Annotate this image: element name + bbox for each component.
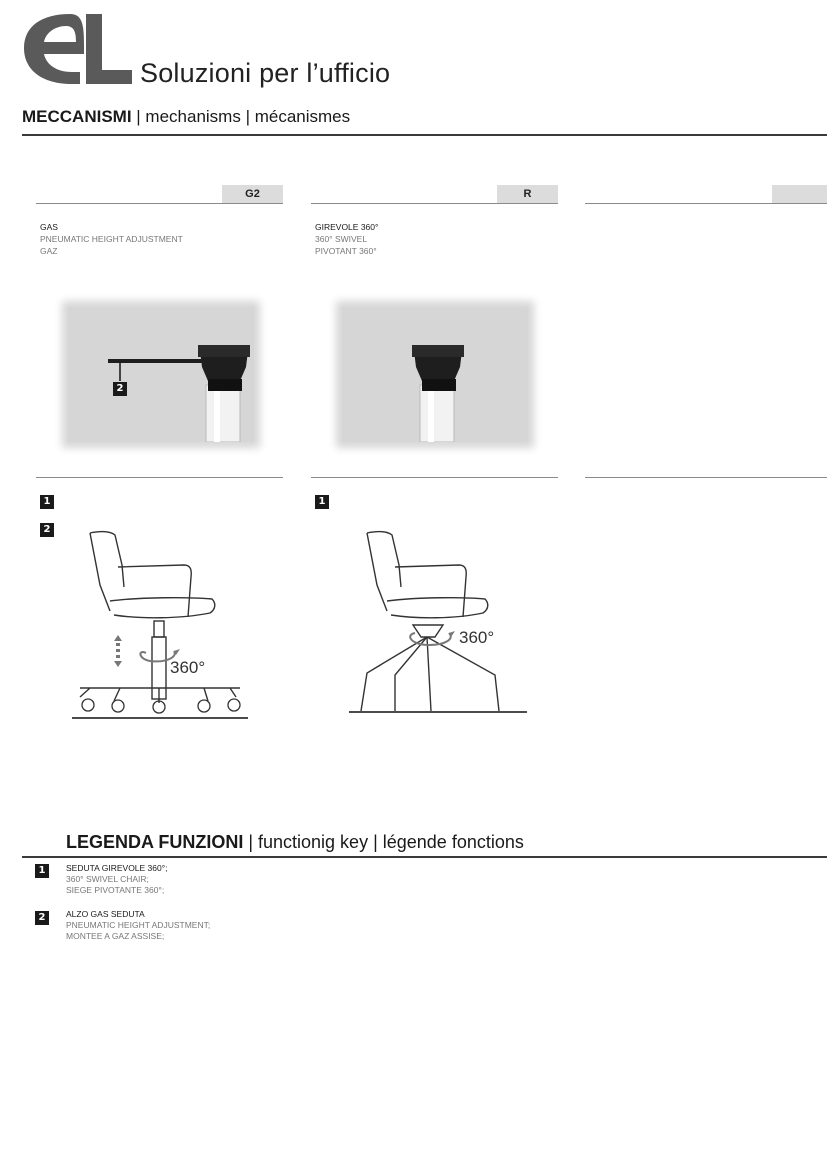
legend-title-rest: | functionig key | légende fonctions <box>243 832 524 852</box>
column-g2-line-2: PNEUMATIC HEIGHT ADJUSTMENT <box>40 234 183 244</box>
column-r-line-2: 360° SWIVEL <box>315 234 368 244</box>
column-3-header-line <box>585 203 827 204</box>
column-r-separator <box>311 477 558 478</box>
swivel-mechanism-photo <box>342 307 528 442</box>
brand-logo <box>22 12 134 88</box>
column-r-line-1: GIREVOLE 360° <box>315 222 379 232</box>
column-r-tag: R <box>497 185 558 203</box>
legend-badge-2: 2 <box>35 911 49 925</box>
column-g2-header-line <box>36 203 283 204</box>
column-g2-badge-2: 2 <box>40 523 54 537</box>
legend-item-1 <box>66 863 168 896</box>
column-g2-tag: G2 <box>222 185 283 203</box>
legend-item-1-line-2: 360° SWIVEL CHAIR; <box>66 874 149 884</box>
legend-item-2-line-2: PNEUMATIC HEIGHT ADJUSTMENT; <box>66 920 211 930</box>
column-g2-line-3: GAZ <box>40 246 58 256</box>
chair-swivel-drawing <box>345 525 535 725</box>
column-g2-badge-1: 1 <box>40 495 54 509</box>
column-g2-description <box>40 221 183 257</box>
chair-gas-drawing <box>70 525 260 725</box>
legend-title-bold: LEGENDA FUNZIONI <box>66 832 244 852</box>
photo-badge-2: 2 <box>113 382 127 396</box>
column-r-line-3: PIVOTANT 360° <box>315 246 377 256</box>
legend-title <box>66 832 524 853</box>
legend-badge-1: 1 <box>35 864 49 878</box>
section-rule <box>22 134 827 136</box>
column-g2-separator <box>36 477 283 478</box>
column-r-description <box>315 221 378 257</box>
drawing-r-rotation-label: 360° <box>459 628 495 647</box>
column-r-badge-1: 1 <box>315 495 329 509</box>
section-title-rest: | mechanisms | mécanismes <box>131 107 351 126</box>
legend-item-1-line-3: SIEGE PIVOTANTE 360°; <box>66 885 165 895</box>
brand-tagline: Soluzioni per l’ufficio <box>140 58 391 88</box>
gas-mechanism-image <box>68 307 254 442</box>
legend-item-2-line-3: MONTEE A GAZ ASSISE; <box>66 931 165 941</box>
legend-item-2 <box>66 909 210 942</box>
drawing-g2-rotation-label: 360° <box>170 658 206 677</box>
section-title-bold: MECCANISMI <box>22 107 132 126</box>
column-3-tag <box>772 185 827 203</box>
column-3-separator <box>585 477 827 478</box>
column-g2-line-1: GAS <box>40 222 58 232</box>
legend-rule <box>22 856 827 858</box>
swivel-mechanism-image <box>342 307 528 442</box>
legend-item-2-line-1: ALZO GAS SEDUTA <box>66 909 145 919</box>
legend-item-1-line-1: SEDUTA GIREVOLE 360°; <box>66 863 168 873</box>
section-title <box>22 107 350 127</box>
gas-mechanism-photo <box>68 307 254 442</box>
column-r-header-line <box>311 203 558 204</box>
